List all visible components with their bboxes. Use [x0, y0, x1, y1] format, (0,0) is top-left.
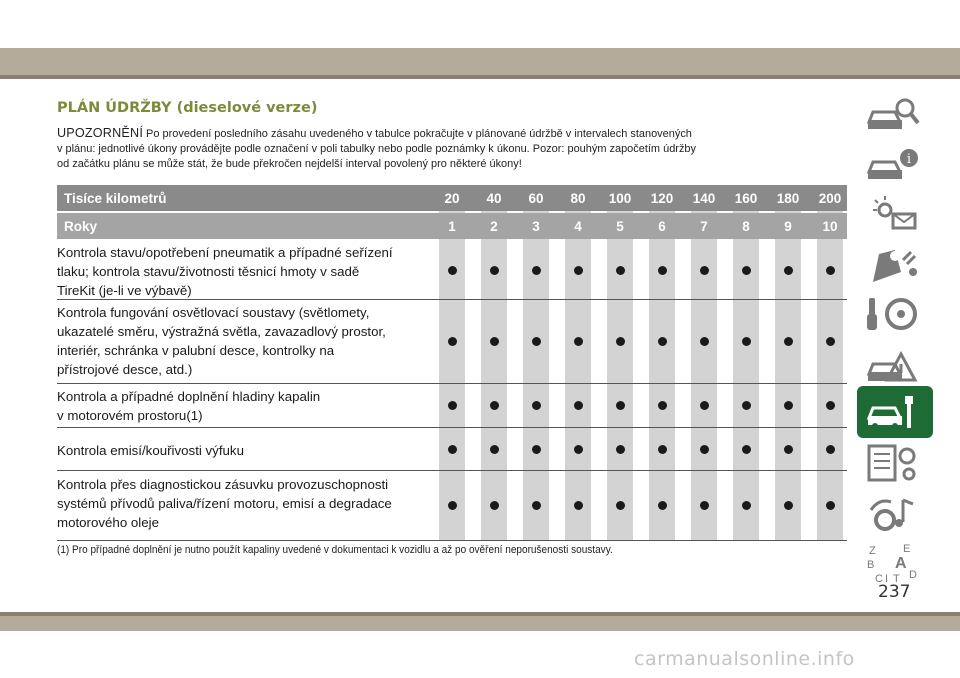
maintenance-mark-dot: [826, 266, 835, 275]
row-text-line: Kontrola stavu/opotřebení pneumatik a případné seřízení: [57, 245, 393, 260]
header-km-value: 100: [608, 190, 632, 206]
row-text-line: interiér, schránka v palubní desce, kontrolky na: [57, 343, 335, 358]
row-text-line: v motorovém prostoru(1): [57, 408, 203, 423]
header-km-value: 20: [444, 190, 460, 206]
footnote: (1) Pro případné doplnění je nutno použít kapaliny uvedené v dokumentaci k vozidlu a až po ověření neporušenosti soustavy.: [57, 544, 613, 556]
header-year-value: 6: [658, 218, 666, 234]
maintenance-mark-dot: [742, 401, 751, 410]
header-km-value: 200: [818, 190, 842, 206]
maintenance-mark-dot: [742, 337, 751, 346]
tab-technical-specifications[interactable]: [857, 438, 933, 490]
warning-text-line-2: v plánu: jednotlivé úkony provádějte podle označení v poli tabulky nebo podle poznámky k úkonu. Pozor: pouhým započetím údržby: [57, 143, 697, 155]
header-row-years: [57, 213, 847, 239]
header-km-label: Tisíce kilometrů: [64, 190, 167, 206]
row-text: [57, 387, 432, 425]
maintenance-mark-dot: [574, 401, 583, 410]
tab-emergency[interactable]: [857, 340, 933, 392]
row-text-line: TireKit (je-li ve výbavě): [57, 283, 192, 298]
index-letter: B: [867, 559, 875, 571]
tab-safety[interactable]: [857, 238, 933, 290]
page-title: PLÁN ÚDRŽBY (dieselové verze): [57, 100, 318, 116]
maintenance-mark-dot: [658, 266, 667, 275]
maintenance-mark-dot: [490, 337, 499, 346]
index-letter: D: [909, 569, 917, 581]
maintenance-mark-dot: [490, 266, 499, 275]
warning-text-line-1: Po provedení posledního zásahu uvedeného v tabulce pokračujte v plánované údržbě v intervalech stanovených: [143, 128, 692, 140]
maintenance-mark-dot: [574, 266, 583, 275]
maintenance-mark-dot: [490, 401, 499, 410]
maintenance-mark-dot: [448, 337, 457, 346]
maintenance-mark-dot: [574, 337, 583, 346]
header-km-value: 180: [776, 190, 800, 206]
row-text-line: Kontrola emisí/kouřivosti výfuku: [57, 443, 244, 458]
maintenance-mark-dot: [784, 337, 793, 346]
header-year-value: 4: [574, 218, 582, 234]
index-letter: C: [875, 573, 883, 585]
maintenance-mark-dot: [448, 401, 457, 410]
row-text-line: motorového oleje: [57, 515, 160, 530]
tab-car-search[interactable]: [857, 88, 933, 140]
maintenance-mark-dot: [490, 501, 499, 510]
maintenance-mark-dot: [826, 337, 835, 346]
maintenance-mark-dot: [700, 337, 709, 346]
index-letter: T: [893, 573, 900, 585]
maintenance-mark-dot: [742, 266, 751, 275]
tab-car-info[interactable]: [857, 138, 933, 190]
warning-lead: UPOZORNĚNÍ: [57, 125, 144, 140]
maintenance-mark-dot: [616, 266, 625, 275]
maintenance-mark-dot: [658, 445, 667, 454]
settings-list-icon: [865, 442, 923, 486]
car-info-icon: [865, 142, 923, 186]
maintenance-mark-dot: [784, 445, 793, 454]
row-text-line: Kontrola přes diagnostickou zásuvku provozuschopnosti: [57, 477, 389, 492]
header-km-value: 140: [692, 190, 716, 206]
header-km-value: 60: [528, 190, 544, 206]
header-row-kilometers: [57, 185, 847, 211]
maintenance-mark-dot: [574, 445, 583, 454]
header-years-label: Roky: [64, 218, 98, 234]
header-year-value: 7: [700, 218, 708, 234]
maintenance-mark-dot: [700, 501, 709, 510]
car-wrench-icon: [865, 390, 923, 434]
maintenance-mark-dot: [700, 401, 709, 410]
row-text-line: Kontrola a případné doplnění hladiny kapalin: [57, 389, 321, 404]
maintenance-mark-dot: [574, 501, 583, 510]
row-text: [57, 441, 432, 460]
bottom-decorative-band: [0, 612, 960, 631]
tab-servicing-maintenance[interactable]: [857, 386, 933, 438]
maintenance-mark-dot: [784, 401, 793, 410]
tab-index[interactable]: [857, 538, 933, 590]
media-music-icon: [865, 492, 923, 536]
index-letter: Z: [869, 545, 876, 557]
maintenance-mark-dot: [532, 501, 541, 510]
index-letter: I: [885, 573, 889, 585]
maintenance-mark-dot: [532, 337, 541, 346]
maintenance-mark-dot: [448, 266, 457, 275]
row-text-line: ukazatelé směru, výstražná světla, zavazadlový prostor,: [57, 324, 386, 339]
maintenance-mark-dot: [616, 501, 625, 510]
header-year-value: 8: [742, 218, 750, 234]
page-number: 237: [878, 582, 911, 602]
header-year-value: 5: [616, 218, 624, 234]
maintenance-mark-dot: [448, 501, 457, 510]
row-text-line: systémů přívodů paliva/řízení motoru, emisí a degradace: [57, 496, 392, 511]
maintenance-mark-dot: [532, 401, 541, 410]
row-text: [57, 243, 432, 300]
maintenance-mark-dot: [784, 501, 793, 510]
maintenance-mark-dot: [658, 401, 667, 410]
maintenance-mark-dot: [784, 266, 793, 275]
header-km-value: 160: [734, 190, 758, 206]
tab-multimedia[interactable]: [857, 488, 933, 540]
maintenance-mark-dot: [826, 501, 835, 510]
row-text: [57, 475, 432, 532]
header-year-value: 10: [822, 218, 838, 234]
tab-starting-driving[interactable]: [857, 288, 933, 340]
watermark: carmanualsonline.info: [634, 648, 855, 670]
header-km-value: 120: [650, 190, 674, 206]
index-letter: E: [903, 543, 911, 555]
header-km-value: 40: [486, 190, 502, 206]
row-text-line: tlaku; kontrola stavu/životnosti těsnicí hmoty v sadě: [57, 264, 360, 279]
car-accident-icon: [865, 344, 923, 388]
index-letters-icon: [865, 542, 923, 586]
maintenance-mark-dot: [532, 266, 541, 275]
maintenance-mark-dot: [826, 445, 835, 454]
top-decorative-band: [0, 48, 960, 79]
steering-wheel-key-icon: [865, 292, 923, 336]
maintenance-mark-dot: [448, 445, 457, 454]
header-year-value: 2: [490, 218, 498, 234]
maintenance-mark-dot: [616, 445, 625, 454]
index-letter: A: [895, 555, 907, 572]
warning-note: [57, 125, 823, 172]
maintenance-mark-dot: [490, 445, 499, 454]
maintenance-mark-dot: [658, 501, 667, 510]
car-occupant-icon: [865, 242, 923, 286]
maintenance-mark-dot: [616, 401, 625, 410]
warning-light-envelope-icon: [865, 192, 923, 236]
maintenance-mark-dot: [742, 445, 751, 454]
maintenance-mark-dot: [700, 266, 709, 275]
row-text-line: přístrojové desce, atd.): [57, 362, 193, 377]
header-year-value: 1: [448, 218, 456, 234]
maintenance-mark-dot: [742, 501, 751, 510]
maintenance-mark-dot: [700, 445, 709, 454]
maintenance-mark-dot: [826, 401, 835, 410]
header-km-value: 80: [570, 190, 586, 206]
maintenance-mark-dot: [532, 445, 541, 454]
maintenance-mark-dot: [616, 337, 625, 346]
row-text: [57, 303, 432, 379]
maintenance-mark-dot: [658, 337, 667, 346]
tab-warning-lights[interactable]: [857, 188, 933, 240]
row-text-line: Kontrola fungování osvětlovací soustavy (světlomety,: [57, 305, 370, 320]
warning-text-line-3: od začátku plánu se může stát, že bude překročen nejdelší interval povolený pro některé úkony!: [57, 158, 522, 170]
header-year-value: 3: [532, 218, 540, 234]
svg-text:i: i: [906, 152, 912, 167]
car-search-icon: [865, 92, 923, 136]
header-year-value: 9: [784, 218, 792, 234]
